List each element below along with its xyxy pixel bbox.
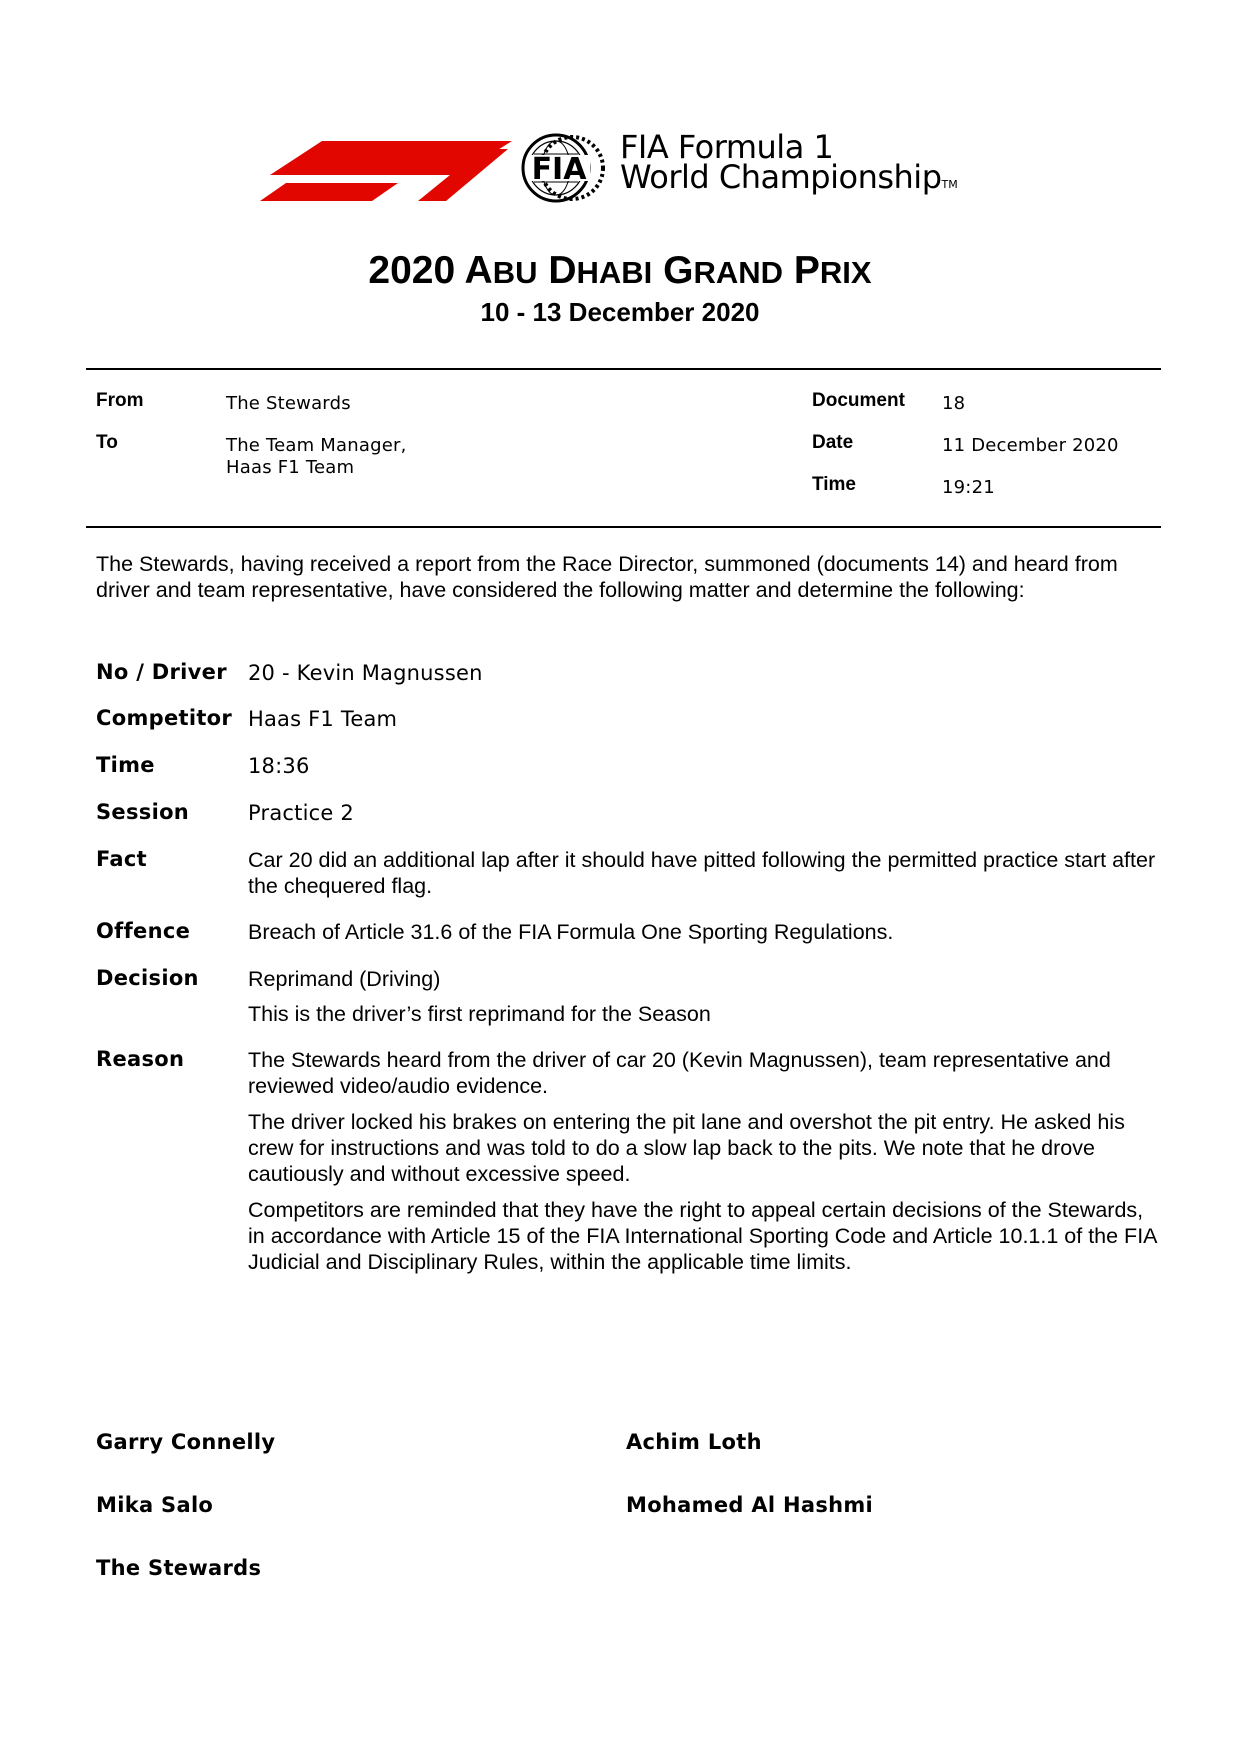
f1-logo-icon <box>260 135 515 201</box>
decision-label: Decision <box>96 966 199 990</box>
date-value: 11 December 2020 <box>942 435 1119 456</box>
steward-name: Achim Loth <box>626 1430 762 1454</box>
document-label: Document <box>812 390 905 411</box>
title-part: HABI <box>576 255 653 290</box>
offence-value: Breach of Article 31.6 of the FIA Formula One Sporting Regulations. <box>248 920 894 944</box>
reason-paragraph-2: The driver locked his brakes on entering the pit lane and overshot the pit entry. He asked his crew for instructions and was told to do a slow lap back to the pits. We note that he drove cautiously and without excessive speed. <box>248 1110 1125 1186</box>
trademark-mark: TM <box>941 178 958 191</box>
page-title <box>0 248 1240 296</box>
reason-label: Reason <box>96 1047 185 1071</box>
title-part: P <box>793 249 820 292</box>
title-part: BU <box>492 255 538 290</box>
offence-label: Offence <box>96 919 191 943</box>
reason-paragraph-3: Competitors are reminded that they have the right to appeal certain decisions of the Stewards, in accordance with Article 15 of the FIA International Sporting Code and Article 10.1.1 of the FIA Judicial and Disciplinary Rules, within the applicable time limits. <box>248 1198 1157 1274</box>
session-label: Session <box>96 800 190 824</box>
top-divider <box>86 368 1161 370</box>
title-part: G <box>663 249 694 292</box>
from-label: From <box>96 390 144 411</box>
steward-name: Garry Connelly <box>96 1430 276 1454</box>
fia-emblem-icon <box>510 132 610 204</box>
reason-paragraph-1: The Stewards heard from the driver of car 20 (Kevin Magnussen), team representative and reviewed video/audio evidence. <box>248 1048 1111 1098</box>
driver-value: 20 - Kevin Magnussen <box>248 661 483 685</box>
competitor-label: Competitor <box>96 706 233 730</box>
logo-line-2 <box>620 160 958 202</box>
title-part: D <box>548 249 577 292</box>
time-label: Time <box>812 474 857 495</box>
time-value: 19:21 <box>942 477 995 498</box>
competitor-value: Haas F1 Team <box>248 707 398 731</box>
title-year: 2020 <box>368 249 456 292</box>
fact-value: Car 20 did an additional lap after it should have pitted following the permitted practice start after the chequered flag. <box>248 848 1156 898</box>
time-detail-label: Time <box>96 753 155 777</box>
title-part: RIX <box>819 255 872 290</box>
session-value: Practice 2 <box>248 801 354 825</box>
event-dates: 10 - 13 December 2020 <box>480 297 760 327</box>
title-part: RAND <box>693 255 784 290</box>
date-label: Date <box>812 432 854 453</box>
logo-line-1: FIA Formula 1 <box>620 128 834 166</box>
signature-footer: The Stewards <box>96 1556 262 1580</box>
from-value: The Stewards <box>226 393 351 414</box>
to-value-line-2: Haas F1 Team <box>226 457 355 478</box>
decision-value: Reprimand (Driving) <box>248 967 441 991</box>
fia-f1-logo <box>260 130 1020 210</box>
logo-line-2-text: World Championship <box>620 158 942 196</box>
fact-label: Fact <box>96 847 147 871</box>
to-label: To <box>96 432 118 453</box>
time-detail-value: 18:36 <box>248 754 310 778</box>
svg-text:FIA: FIA <box>531 152 587 187</box>
steward-name: Mika Salo <box>96 1493 214 1517</box>
steward-name: Mohamed Al Hashmi <box>626 1493 874 1517</box>
document-number: 18 <box>942 393 966 414</box>
title-part: A <box>464 249 493 292</box>
bottom-divider <box>86 526 1161 528</box>
intro-paragraph: The Stewards, having received a report from the Race Director, summoned (documents 14) and heard from driver and team representative, have considered the following matter and determine the following: <box>96 552 1118 602</box>
to-value-line-1: The Team Manager, <box>226 435 407 456</box>
reprimand-note: This is the driver’s first reprimand for the Season <box>248 1002 711 1026</box>
driver-label: No / Driver <box>96 660 227 684</box>
